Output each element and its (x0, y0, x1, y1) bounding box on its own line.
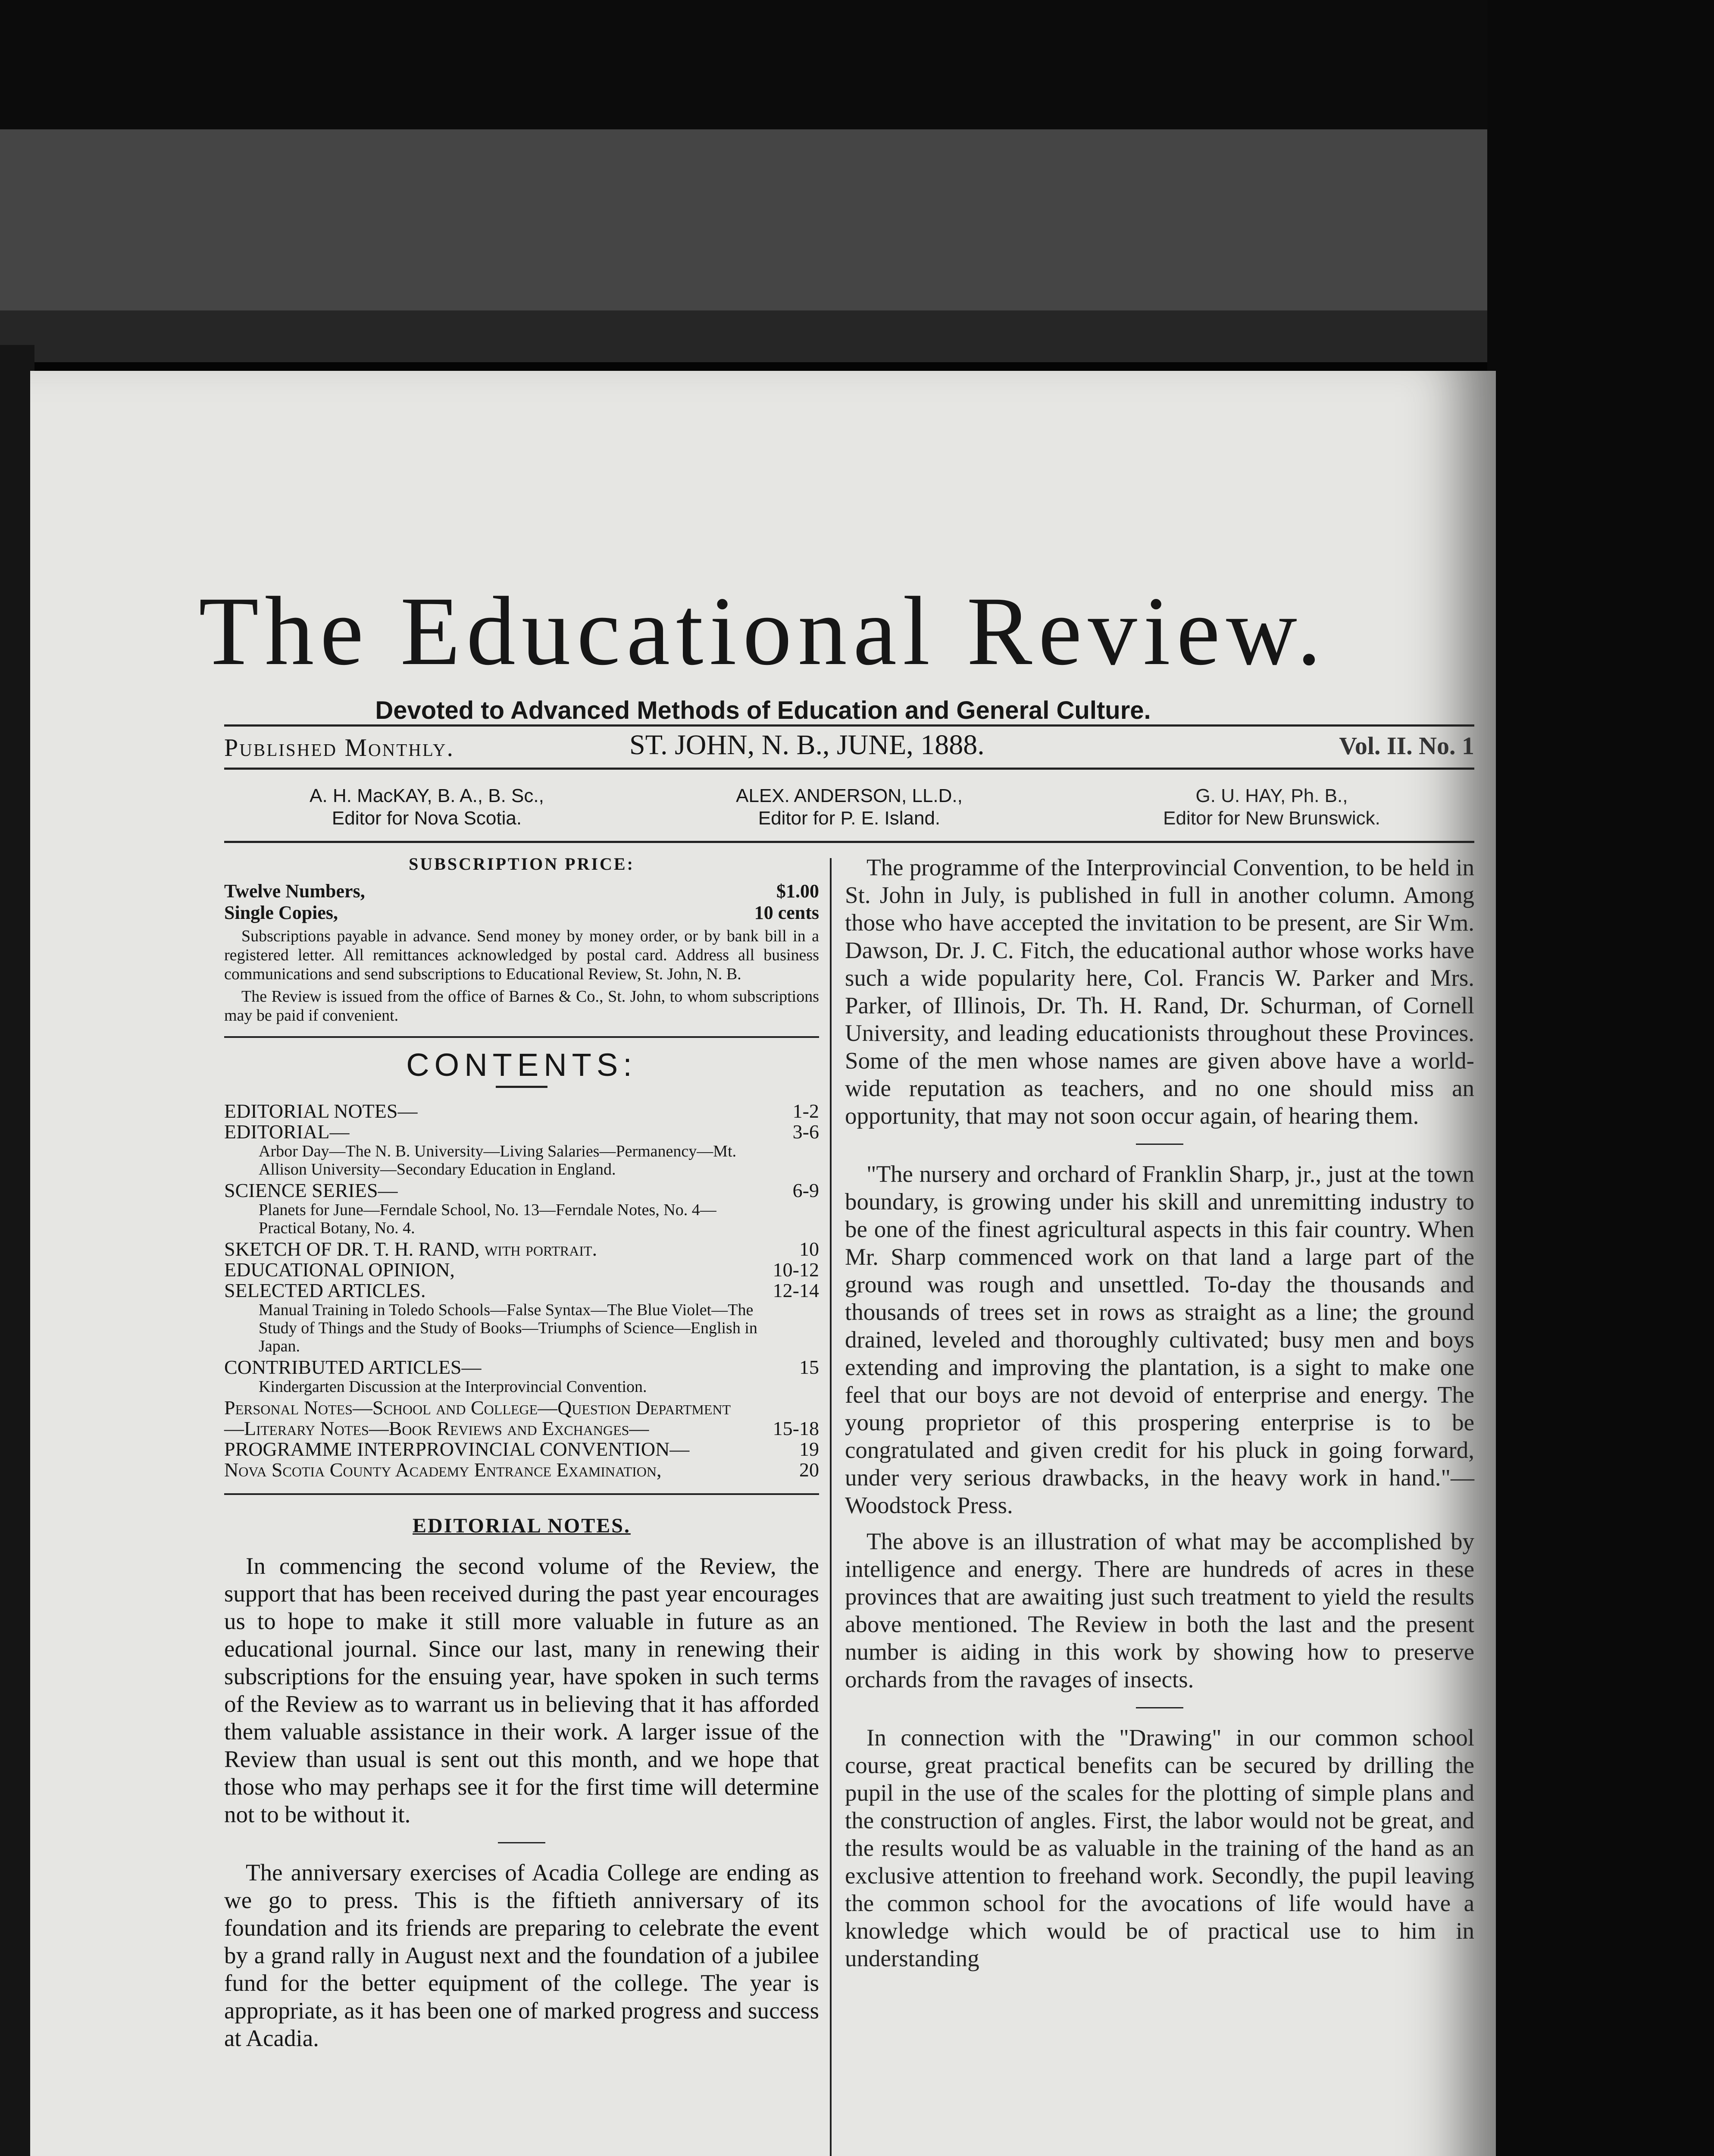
contents-pages: 6-9 (792, 1179, 819, 1201)
contents-pages: 3-6 (792, 1121, 819, 1143)
contents-title: Nova Scotia County Academy Entrance Examination, (224, 1459, 662, 1481)
place-and-date: ST. JOHN, N. B., JUNE, 1888. (629, 729, 985, 761)
editorial-paragraph: The anniversary exercises of Acadia College are ending as we go to press. This is the fiftieth anniversary of its foundation and its friends are preparing to celebrate the event by a grand rally in August next and the foundation of a jubilee fund for the better equipment of the college. The year is appropriate, as it has been one of marked progress and success at Acadia. (224, 1859, 819, 2051)
contents-pages: 15-18 (773, 1417, 819, 1439)
editor-name: A. H. MacKAY, B. A., B. Sc., (310, 785, 544, 806)
contents-item (224, 1122, 819, 1178)
subscription-heading: SUBSCRIPTION PRICE: (409, 854, 635, 874)
editor-role: Editor for Nova Scotia. (332, 808, 522, 829)
contents-description: Manual Training in Toledo Schools—False Syntax—The Blue Violet—The Study of Things and the Study of Books—Triumphs of Science—English in Japan. (259, 1301, 757, 1355)
contents-title: SKETCH OF DR. T. H. RAND, with portrait. (224, 1238, 597, 1260)
masthead-rule-top (224, 724, 1474, 727)
paragraph-separator (1136, 1707, 1183, 1708)
contents-item (224, 1398, 819, 1439)
contents-item (224, 1101, 819, 1122)
contents-title: SCIENCE SERIES— (224, 1179, 398, 1201)
contents-title: PROGRAMME INTERPROVINCIAL CONVENTION— (224, 1438, 690, 1460)
price-label: Twelve Numbers, (224, 881, 365, 902)
contents-title: EDITORIAL— (224, 1121, 350, 1143)
contents-title: EDUCATIONAL OPINION, (224, 1259, 455, 1281)
newspaper-page (30, 371, 1496, 2156)
scan-film-edge (0, 310, 1714, 362)
contents-title: CONTRIBUTED ARTICLES— (224, 1356, 482, 1378)
contents-item (224, 1239, 819, 1260)
contents-pages: 12-14 (773, 1279, 819, 1301)
left-column (224, 854, 819, 2052)
contents-item (224, 1280, 819, 1355)
editor-role: Editor for P. E. Island. (758, 808, 941, 829)
volume-number: Vol. II. No. 1 (1339, 732, 1474, 760)
section-rule (224, 1493, 819, 1495)
publication-line (224, 729, 1474, 763)
page-title: The Educational Review. (198, 577, 1328, 686)
subscription-note: The Review is issued from the office of Barnes & Co., St. John, to whom subscriptions may be paid if convenient. (224, 987, 819, 1025)
column-divider (830, 858, 832, 2156)
contents-pages: 20 (799, 1459, 819, 1481)
right-column (845, 854, 1474, 1972)
price-label: Single Copies, (224, 902, 338, 923)
price-row (224, 880, 819, 902)
contents-title: EDITORIAL NOTES— (224, 1100, 418, 1122)
scan-right-margin (1487, 0, 1714, 2156)
contents-title: SELECTED ARTICLES. (224, 1279, 426, 1301)
publication-frequency: Published Monthly. (224, 733, 454, 761)
contents-pages: 10-12 (773, 1259, 819, 1281)
contents-list (224, 1101, 819, 1480)
contents-pages: 15 (799, 1356, 819, 1378)
editor-role: Editor for New Brunswick. (1163, 808, 1380, 829)
contents-pages: 19 (799, 1438, 819, 1460)
scan-film-band (0, 129, 1714, 310)
article-paragraph: The programme of the Interprovincial Convention, to be held in St. John in July, is published in full in another column. Among those who have accepted the invitation to be present, are Sir Wm. Dawson, Dr. J. C. Fitch, the educational author whose works have such a wide popularity here, Col. Francis W. Parker and Mrs. Parker, of Illinois, Dr. Th. H. Rand, Dr. Schurman, of Cornell University, and leading educationists throughout these Provinces. Some of the men whose names are given above have a world-wide reputation as teachers, and no one should miss an opportunity, that may not soon occur again, of hearing them. (845, 854, 1474, 1129)
scan-top-margin (0, 0, 1714, 129)
masthead-rule-bottom (224, 768, 1474, 770)
price-row (224, 902, 819, 923)
article-paragraph: In connection with the "Drawing" in our common school course, great practical benefits can be secured by drilling the pupil in the use of the scales for the plotting of simple plans and the construction of angles. First, the labor would not be great, and the results would be as valuable in the training of the hand as an exclusive attention to freehand work. Secondly, the pupil leaving the common school for the avocations of life would have a knowledge which would be of practical use to him in understanding (845, 1724, 1474, 1971)
masthead (30, 577, 1496, 725)
contents-heading: CONTENTS: (406, 1047, 637, 1083)
contents-pages: 10 (799, 1238, 819, 1260)
contents-description: Kindergarten Discussion at the Interprovincial Convention. (259, 1378, 647, 1396)
editors-line (224, 785, 1474, 832)
paragraph-separator (1136, 1144, 1183, 1145)
contents-item (224, 1180, 819, 1237)
tagline: Devoted to Advanced Methods of Education and General Culture. (375, 696, 1151, 724)
contents-description: Planets for June—Ferndale School, No. 13—Ferndale Notes, No. 4—Practical Botany, No. 4. (259, 1201, 716, 1237)
editor-pei (655, 785, 1043, 830)
section-rule (224, 1036, 819, 1038)
price-value: $1.00 (776, 881, 819, 902)
contents-description: Arbor Day—The N. B. University—Living Salaries—Permanency—Mt. Allison University—Secondary Education in England. (259, 1142, 737, 1178)
editor-new-brunswick (1078, 785, 1466, 830)
editorial-paragraph: In commencing the second volume of the Review, the support that has been received during the past year encourages us to hope to make it still more valuable in future as an educational journal. Since our last, many in renewing their subscriptions for the ensuing year, have spoken in such terms of the Review as to warrant us in believing that it has afforded them valuable assistance in their work. A larger issue of the Review than usual is sent out this month, and we hope that those who may perhaps see it for the first time will determine not to be without it. (224, 1553, 819, 1827)
contents-item (224, 1357, 819, 1396)
article-paragraph: "The nursery and orchard of Franklin Sharp, jr., just at the town boundary, is growing under his skill and unremitting industry to be one of the finest agricultural aspects in this fair country. When Mr. Sharp commenced work on that land a large part of the ground was rough and unsettled. To-day the thousands and thousands of trees set in rows as straight as a line; the ground drained, leveled and thoroughly cultivated; busy men and boys extending and improving the plantation, is a sight to make one feel that our boys are not devoid of enterprise and energy. The young proprietor of this prospering enterprise is to be congratulated and given credit for his pluck in going forward, under very serious drawbacks, in the heavy work in hand."—Woodstock Press. (845, 1161, 1474, 1518)
subscription-note: Subscriptions payable in advance. Send money by money order, or by bank bill in a registered letter. All remittances acknowledged by postal card. Address all business communications and send subscriptions to Educational Review, St. John, N. B. (224, 927, 819, 983)
editor-nova-scotia (233, 785, 621, 830)
editor-name: G. U. HAY, Ph. B., (1195, 785, 1348, 806)
contents-pages: 1-2 (792, 1100, 819, 1122)
scan-left-shadow (0, 345, 34, 2156)
subscription-box (224, 854, 819, 1025)
contents-item (224, 1260, 819, 1280)
price-value: 10 cents (754, 902, 819, 923)
editor-name: ALEX. ANDERSON, LL.D., (736, 785, 963, 806)
editorial-notes-heading: EDITORIAL NOTES. (413, 1514, 631, 1537)
contents-item (224, 1439, 819, 1460)
editors-rule (224, 841, 1474, 843)
paragraph-separator (498, 1842, 545, 1843)
contents-title: Personal Notes—School and College—Question Department —Literary Notes—Book Reviews and Exchanges— (224, 1397, 731, 1439)
contents-rule (496, 1086, 547, 1088)
article-paragraph: The above is an illustration of what may be accomplished by intelligence and energy. There are hundreds of acres in these provinces that are awaiting just such treatment to yield the results above mentioned. The Review in both the last and the present number is aiding in this work by showing how to preserve orchards from the ravages of insects. (845, 1528, 1474, 1692)
contents-item (224, 1460, 819, 1480)
